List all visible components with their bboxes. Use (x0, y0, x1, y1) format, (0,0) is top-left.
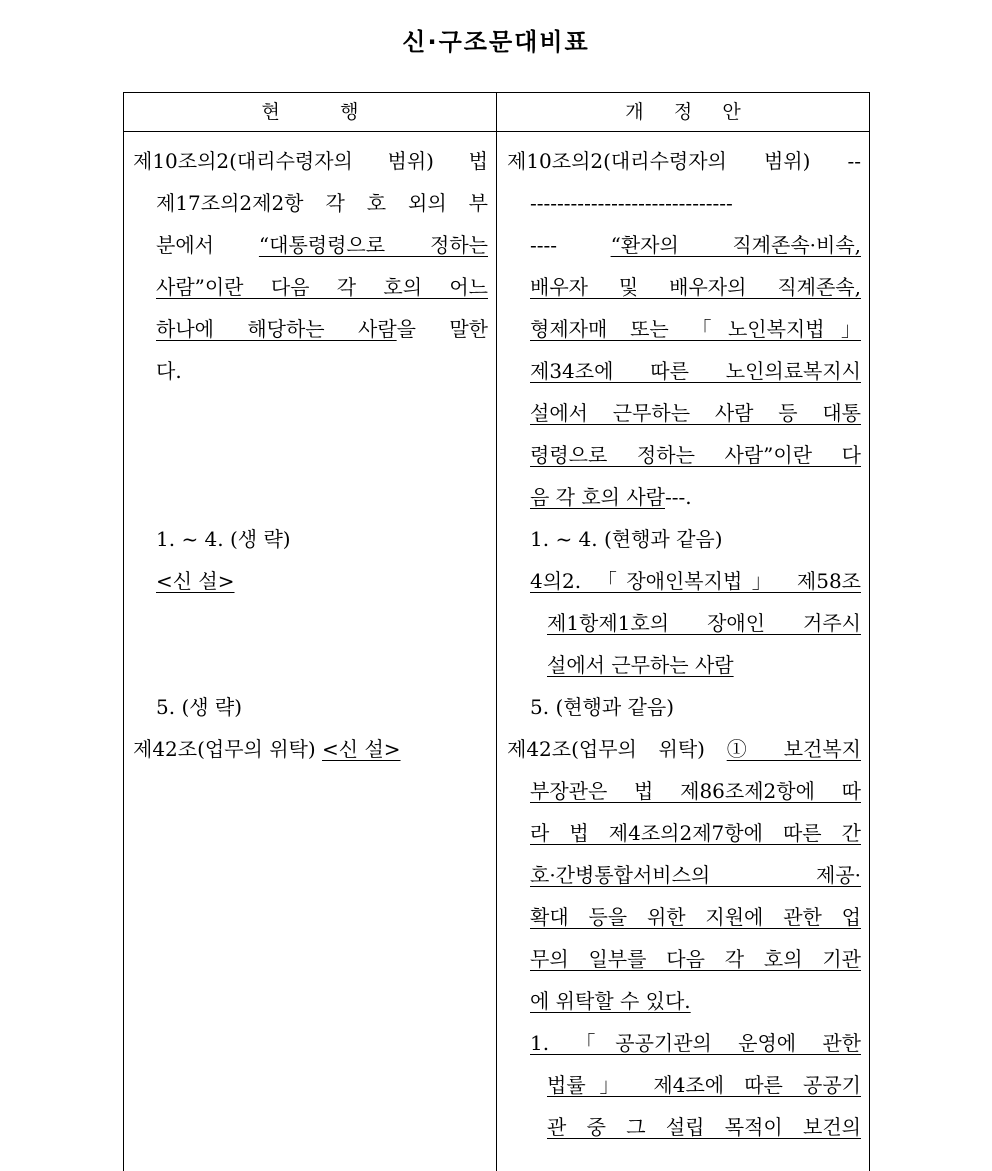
current-article-42 (133, 728, 488, 770)
new-provision-marker: <신 설> (322, 737, 401, 761)
text-segment: ---- (530, 233, 611, 257)
text-line (507, 224, 861, 266)
text-line (133, 266, 488, 308)
amended-text: ① 보건복지 (726, 737, 861, 761)
amended-text: 확대 등을 위한 지원에 관한 업 (530, 905, 861, 929)
text-segment: 분에서 (156, 233, 259, 257)
proposed-item-5: 5. (현행과 같음) (530, 695, 675, 719)
text-line (507, 644, 861, 686)
proposed-article-10-2 (507, 140, 861, 518)
amended-text: 제34조에 따른 노인의료복지시 (530, 359, 861, 383)
table-left-border (123, 92, 124, 1171)
table-column-divider (496, 92, 497, 1171)
text-segment: 을 말한 (396, 317, 488, 341)
text-line: 제17조의2제2항 각 호 외의 부 (156, 191, 488, 215)
amended-text: 음 각 호의 사람 (530, 485, 665, 509)
text-line (507, 1064, 861, 1106)
text-line (507, 1022, 861, 1064)
header-proposed: 개 정 안 (625, 101, 741, 123)
amended-text: 령령으로 정하는 사람”이란 다 (530, 443, 861, 467)
document-title: 신·구조문대비표 (402, 28, 590, 56)
proposed-column (507, 140, 861, 1148)
text-line (507, 770, 861, 812)
amended-text: “환자의 직계존속·비속, (610, 233, 861, 257)
proposed-article-42-item-1 (507, 1022, 861, 1148)
text-segment: 제42조(업무의 위탁) (133, 737, 323, 761)
text-line (507, 266, 861, 308)
amended-text: 배우자 및 배우자의 직계존속, (530, 275, 861, 299)
text-line (507, 980, 861, 1022)
current-column (133, 140, 488, 770)
text-line (133, 224, 488, 266)
amended-text: 하나에 해당하는 사람 (156, 317, 397, 341)
amended-text: 무의 일부를 다음 각 호의 기관 (530, 947, 861, 971)
text-line (507, 476, 861, 518)
amended-text: 라 법 제4조의2제7항에 따른 간 (530, 821, 861, 845)
amended-text: 부장관은 법 제86조제2항에 따 (530, 779, 861, 803)
new-provision-marker: <신 설> (156, 569, 235, 593)
text-line: ------------------------------ (530, 191, 733, 215)
current-new-marker (133, 560, 488, 602)
amended-text: “대통령령으로 정하는 (258, 233, 488, 257)
text-line (507, 308, 861, 350)
amended-text: 제1항제1호의 장애인 거주시 (547, 611, 861, 635)
current-item-5: 5. (생 략) (156, 695, 243, 719)
text-line (507, 938, 861, 980)
header-current: 현 행 (261, 101, 359, 123)
amended-text: 설에서 근무하는 사람 (547, 653, 734, 677)
text-line (507, 854, 861, 896)
amended-text: 호·간병통합서비스의 제공· (530, 863, 861, 887)
amended-text: 사람”이란 다음 각 호의 어느 (156, 275, 488, 299)
text-line (507, 602, 861, 644)
amended-text: 4의2. 「장애인복지법」 제58조 (530, 569, 861, 593)
table-right-border (869, 92, 870, 1171)
proposed-items-1-4: 1. ~ 4. (현행과 같음) (530, 527, 723, 551)
text-line: 제10조의2(대리수령자의 범위) 법 (133, 149, 488, 173)
text-line: 다. (156, 359, 182, 383)
amended-text: 1. 「공공기관의 운영에 관한 (530, 1031, 861, 1055)
text-segment: 제42조(업무의 위탁) (507, 737, 727, 761)
text-segment: ---. (665, 485, 692, 509)
text-line (507, 1106, 861, 1148)
text-line (507, 350, 861, 392)
current-article-10-2 (133, 140, 488, 392)
text-line (507, 392, 861, 434)
amended-text: 에 위탁할 수 있다. (530, 989, 691, 1013)
text-line (507, 434, 861, 476)
amended-text: 관 중 그 설립 목적이 보건의 (547, 1115, 861, 1139)
proposed-article-42 (507, 728, 861, 1022)
proposed-item-4-2 (507, 560, 861, 686)
amended-text: 설에서 근무하는 사람 등 대통 (530, 401, 861, 425)
text-line (507, 560, 861, 602)
text-line (507, 728, 861, 770)
text-line (133, 308, 488, 350)
text-line (507, 812, 861, 854)
amended-text: 형제자매 또는 「노인복지법」 (530, 317, 861, 341)
text-line (507, 896, 861, 938)
amended-text: 법률」 제4조에 따른 공공기 (547, 1073, 861, 1097)
current-items-1-4: 1. ~ 4. (생 략) (156, 527, 291, 551)
text-line: 제10조의2(대리수령자의 범위) -- (507, 149, 861, 173)
